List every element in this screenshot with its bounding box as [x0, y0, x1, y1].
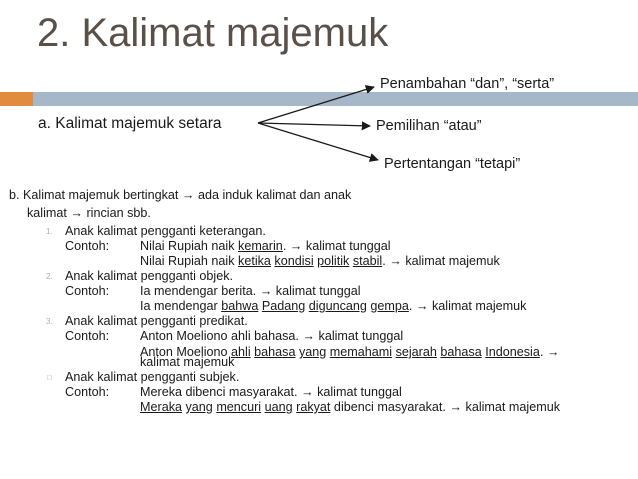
- bullet-icon: □: [47, 373, 52, 382]
- branch-pertentangan: Pertentangan “tetapi”: [384, 156, 521, 172]
- example-majemuk: Anton Moeliono ahli bahasa yang memahami sejarah bahasa Indonesia. →: [140, 345, 560, 359]
- slide-title: 2. Kalimat majemuk: [37, 11, 389, 55]
- example-tunggal: Ia mendengar berita. → kalimat tunggal: [140, 284, 361, 298]
- item-title: Anak kalimat pengganti keterangan.: [65, 224, 266, 238]
- contoh-label: Contoh:: [65, 284, 110, 298]
- arrow-pemilihan: [258, 123, 370, 126]
- item-title: Anak kalimat pengganti subjek.: [65, 370, 240, 384]
- item-title: Anak kalimat pengganti objek.: [65, 269, 234, 283]
- arrow-pertentangan: [258, 123, 378, 160]
- bertingkat-heading: b. Kalimat majemuk bertingkat → ada induk kalimat dan anak: [9, 188, 352, 202]
- example-tunggal: Anton Moeliono ahli bahasa. → kalimat tunggal: [140, 329, 404, 343]
- item-number: 2.: [46, 272, 53, 281]
- branch-penambahan: Penambahan “dan”, “serta”: [380, 76, 555, 92]
- contoh-label: Contoh:: [65, 329, 110, 343]
- bertingkat-subheading: kalimat → rincian sbb.: [27, 206, 151, 220]
- example-tunggal: Nilai Rupiah naik kemarin. → kalimat tunggal: [140, 239, 391, 253]
- contoh-label: Contoh:: [65, 385, 110, 399]
- example-majemuk: Nilai Rupiah naik ketika kondisi politik stabil. → kalimat majemuk: [140, 254, 500, 268]
- arrow-penambahan: [258, 87, 374, 123]
- example-majemuk: Meraka yang mencuri uang rakyat dibenci masyarakat. → kalimat majemuk: [140, 400, 561, 414]
- example-tunggal: Mereka dibenci masyarakat. → kalimat tunggal: [140, 385, 402, 399]
- item-number: 1.: [46, 227, 53, 236]
- example-majemuk-cont: kalimat majemuk: [140, 355, 235, 369]
- item-number: 3.: [46, 317, 53, 326]
- contoh-label: Contoh:: [65, 239, 110, 253]
- item-title: Anak kalimat pengganti predikat.: [65, 314, 248, 328]
- branch-pemilihan: Pemilihan “atau”: [376, 118, 482, 134]
- setara-label: a. Kalimat majemuk setara: [38, 115, 222, 132]
- example-majemuk: Ia mendengar bahwa Padang diguncang gempa. → kalimat majemuk: [140, 299, 527, 313]
